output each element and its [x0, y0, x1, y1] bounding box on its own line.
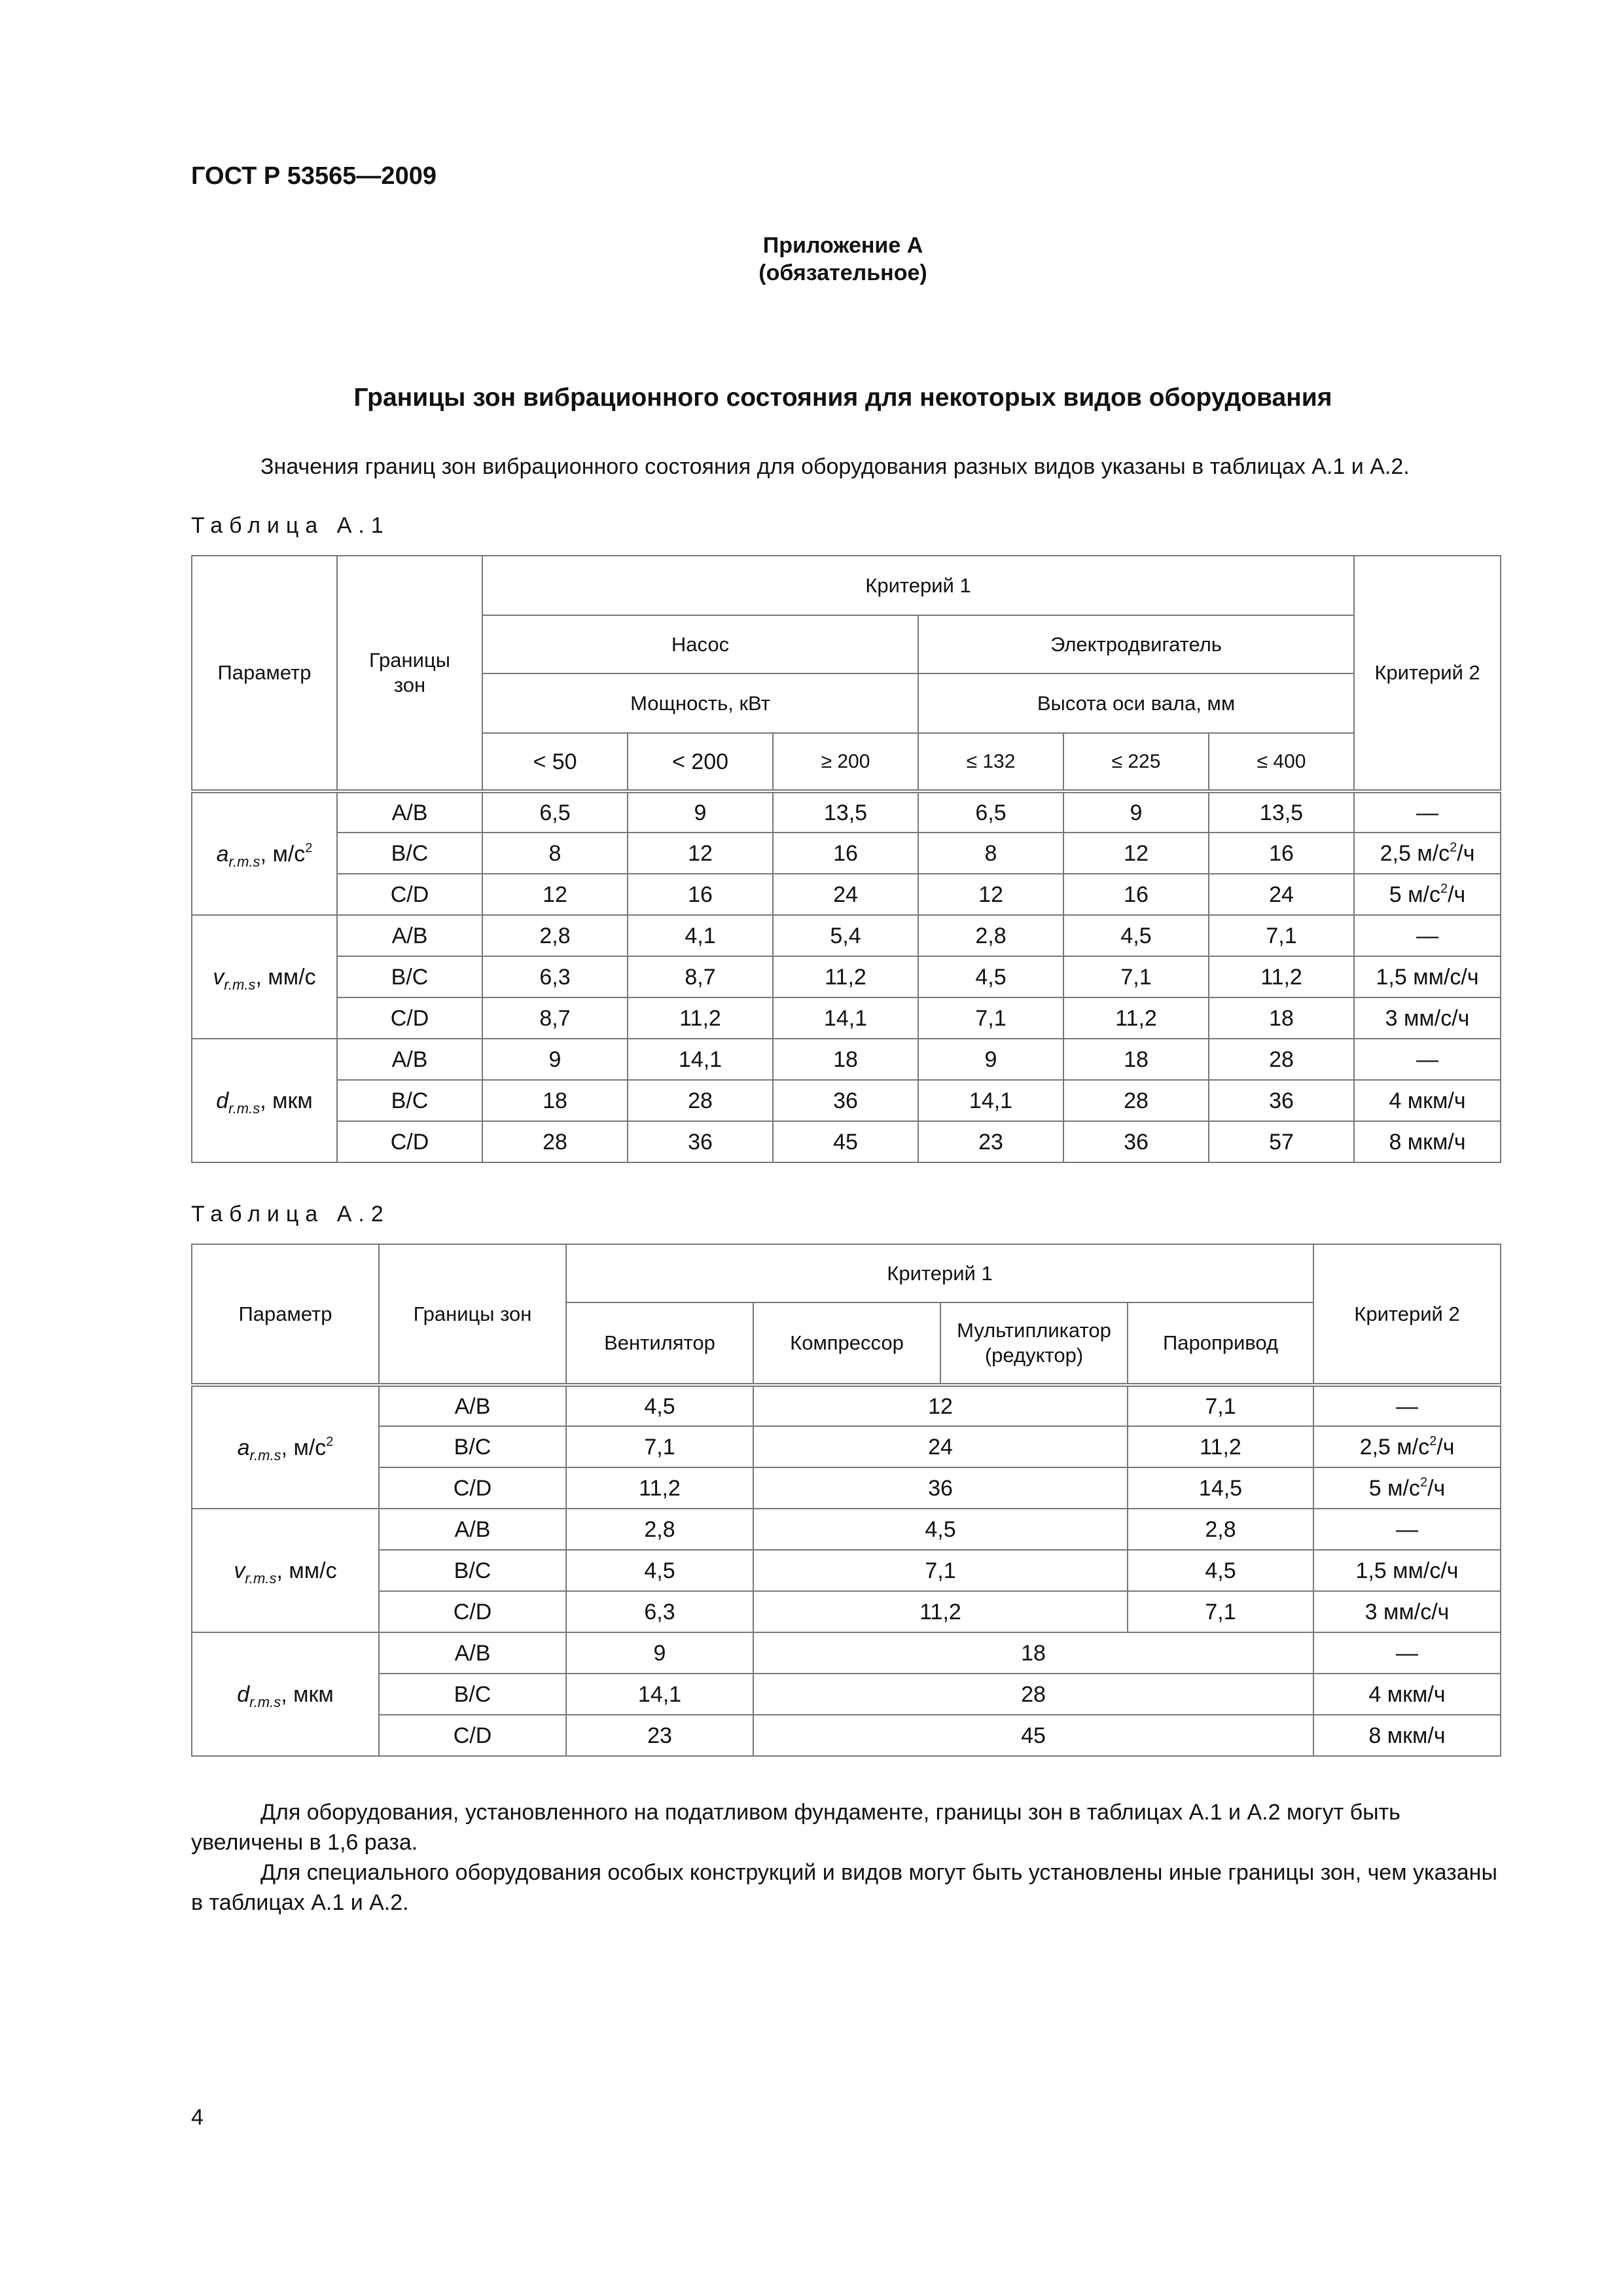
table-row — [192, 915, 1501, 956]
criterion-2-value: 5 м/с — [1368, 1475, 1420, 1501]
criterion-2-unit-tail: /ч — [1427, 1475, 1446, 1501]
criterion-2-value: 1,5 мм/с/ч — [1376, 964, 1479, 990]
header-criterion-2: Критерий 2 — [1354, 556, 1501, 791]
criterion-2-cell — [1313, 1426, 1501, 1467]
criterion-2-exponent: 2 — [1440, 881, 1448, 896]
zone-cell: C/D — [337, 1121, 482, 1162]
criterion-2-exponent: 2 — [1450, 840, 1457, 855]
value-cell: 13,5 — [1209, 791, 1354, 833]
criterion-2-cell — [1354, 915, 1501, 956]
parameter-unit: , мкм — [260, 1088, 313, 1113]
parameter-exponent: 2 — [305, 840, 313, 855]
criterion-2-cell — [1354, 791, 1501, 833]
criterion-2-cell — [1354, 956, 1501, 997]
value-cell: 36 — [628, 1121, 773, 1162]
header-multiplier — [940, 1302, 1128, 1385]
merged-value-cell: 45 — [753, 1715, 1313, 1756]
parameter-symbol: d — [216, 1088, 229, 1113]
criterion-2-unit-tail: /ч — [1436, 1434, 1455, 1460]
value-cell: 36 — [1063, 1121, 1209, 1162]
criterion-2-cell — [1313, 1509, 1501, 1550]
criterion-2-value: 1,5 мм/с/ч — [1355, 1558, 1459, 1583]
fan-value-cell: 11,2 — [566, 1467, 753, 1509]
value-cell: 18 — [773, 1039, 918, 1080]
table-row — [192, 791, 1501, 833]
value-cell: 14,1 — [773, 997, 918, 1039]
parameter-subscript: r.m.s — [228, 853, 260, 870]
parameter-unit: , мм/с — [255, 964, 316, 990]
table-row — [192, 874, 1501, 915]
appendix-status: (обязательное) — [758, 260, 927, 285]
parameter-cell — [192, 1039, 337, 1162]
value-cell: 18 — [482, 1080, 628, 1121]
parameter-cell — [192, 791, 337, 915]
value-cell: 9 — [482, 1039, 628, 1080]
value-cell: 45 — [773, 1121, 918, 1162]
header-motor: Электродвигатель — [918, 615, 1354, 673]
value-cell: 16 — [1209, 833, 1354, 874]
intro-paragraph: Значения границ зон вибрационного состояния для оборудования разных видов указаны в таблицах А.1 и А.2. — [260, 454, 1410, 479]
value-cell: 2,8 — [918, 915, 1063, 956]
criterion-2-exponent: 2 — [1429, 1433, 1437, 1448]
merged-value-cell: 18 — [753, 1632, 1313, 1674]
value-cell: 7,1 — [1209, 915, 1354, 956]
criterion-2-value: — — [1396, 1516, 1418, 1542]
criterion-2-value: 2,5 м/с — [1359, 1434, 1430, 1460]
value-cell: 4,1 — [628, 915, 773, 956]
parameter-subscript: r.m.s — [224, 976, 256, 993]
value-cell: 12 — [1063, 833, 1209, 874]
value-cell: 4,5 — [918, 956, 1063, 997]
value-cell: 8,7 — [628, 956, 773, 997]
subheader-motor-le132: ≤ 132 — [918, 733, 1063, 791]
table-row — [192, 1674, 1501, 1715]
criterion-2-cell — [1313, 1385, 1501, 1426]
subheader-motor-le400: ≤ 400 — [1209, 733, 1354, 791]
value-cell: 7,1 — [1063, 956, 1209, 997]
fan-value-cell: 6,3 — [566, 1591, 753, 1632]
criterion-2-value: — — [1416, 923, 1439, 948]
subheader-pump-ge200: ≥ 200 — [773, 733, 918, 791]
value-cell: 24 — [1209, 874, 1354, 915]
merged-value-cell: 12 — [753, 1385, 1128, 1426]
document-code: ГОСТ Р 53565—2009 — [191, 162, 437, 190]
criterion-2-cell — [1313, 1550, 1501, 1591]
steam-value-cell: 14,5 — [1128, 1467, 1313, 1509]
table-row — [192, 1550, 1501, 1591]
criterion-2-value: 8 мкм/ч — [1389, 1129, 1466, 1155]
table-row — [192, 833, 1501, 874]
value-cell: 28 — [628, 1080, 773, 1121]
table-row — [192, 1467, 1501, 1509]
table-row — [192, 1591, 1501, 1632]
parameter-unit: , мм/с — [276, 1558, 337, 1583]
value-cell: 12 — [918, 874, 1063, 915]
fan-value-cell: 23 — [566, 1715, 753, 1756]
criterion-2-cell — [1313, 1715, 1501, 1756]
table-row — [192, 1715, 1501, 1756]
table-a2-caption: Таблица А.2 — [191, 1202, 390, 1227]
value-cell: 6,5 — [482, 791, 628, 833]
parameter-symbol: a — [216, 841, 229, 867]
steam-value-cell: 11,2 — [1128, 1426, 1313, 1467]
zone-cell: B/C — [379, 1674, 566, 1715]
zone-cell: A/B — [337, 915, 482, 956]
criterion-2-value: 2,5 м/с — [1380, 840, 1450, 866]
criterion-2-exponent: 2 — [1419, 1475, 1428, 1490]
table-row — [192, 1080, 1501, 1121]
parameter-subscript: r.m.s — [249, 1446, 281, 1463]
fan-value-cell: 4,5 — [566, 1550, 753, 1591]
merged-value-cell: 7,1 — [753, 1550, 1128, 1591]
criterion-2-value: 3 мм/с/ч — [1364, 1599, 1450, 1624]
fan-value-cell: 14,1 — [566, 1674, 753, 1715]
value-cell: 12 — [482, 874, 628, 915]
zone-cell: B/C — [337, 956, 482, 997]
value-cell: 9 — [1063, 791, 1209, 833]
table-row — [192, 1509, 1501, 1550]
steam-value-cell: 2,8 — [1128, 1509, 1313, 1550]
value-cell: 24 — [773, 874, 918, 915]
zone-cell: A/B — [379, 1385, 566, 1426]
value-cell: 7,1 — [918, 997, 1063, 1039]
header-zones — [337, 556, 482, 791]
value-cell: 9 — [918, 1039, 1063, 1080]
parameter-cell — [192, 1509, 379, 1632]
value-cell: 11,2 — [628, 997, 773, 1039]
value-cell: 28 — [1063, 1080, 1209, 1121]
value-cell: 12 — [628, 833, 773, 874]
table-row — [192, 997, 1501, 1039]
merged-value-cell: 24 — [753, 1426, 1128, 1467]
zone-cell: B/C — [337, 1080, 482, 1121]
fan-value-cell: 7,1 — [566, 1426, 753, 1467]
header-multiplier-label: Мультипликатор (редуктор) — [957, 1319, 1111, 1367]
parameter-subscript: r.m.s — [228, 1100, 260, 1117]
zone-cell: A/B — [337, 1039, 482, 1080]
criterion-2-cell — [1354, 997, 1501, 1039]
criterion-2-value: 5 м/с — [1389, 882, 1440, 907]
header-compressor: Компрессор — [753, 1302, 940, 1385]
header-power: Мощность, кВт — [482, 673, 918, 733]
parameter-symbol: d — [237, 1681, 250, 1707]
merged-value-cell: 28 — [753, 1674, 1313, 1715]
table-row — [192, 956, 1501, 997]
header-zones-label: Границы зон — [369, 649, 450, 696]
criterion-2-value: 3 мм/с/ч — [1385, 1005, 1470, 1031]
criterion-2-value: — — [1396, 1640, 1418, 1666]
criterion-2-value: 8 мкм/ч — [1368, 1723, 1446, 1748]
criterion-2-value: 4 мкм/ч — [1389, 1088, 1466, 1113]
value-cell: 6,3 — [482, 956, 628, 997]
value-cell: 8,7 — [482, 997, 628, 1039]
table-row — [192, 1426, 1501, 1467]
parameter-unit: , м/с — [260, 841, 306, 867]
value-cell: 14,1 — [918, 1080, 1063, 1121]
value-cell: 9 — [628, 791, 773, 833]
criterion-2-cell — [1313, 1467, 1501, 1509]
value-cell: 28 — [1209, 1039, 1354, 1080]
appendix-title: Приложение А — [762, 233, 923, 258]
subheader-pump-lt200: < 200 — [628, 733, 773, 791]
parameter-symbol: v — [234, 1558, 245, 1583]
table-a1-caption: Таблица А.1 — [191, 513, 390, 538]
header-parameter: Параметр — [192, 556, 337, 791]
value-cell: 4,5 — [1063, 915, 1209, 956]
parameter-subscript: r.m.s — [245, 1570, 277, 1587]
zone-cell: B/C — [337, 833, 482, 874]
zone-cell: B/C — [379, 1550, 566, 1591]
subheader-pump-lt50: < 50 — [482, 733, 628, 791]
header-criterion-1: Критерий 1 — [566, 1244, 1313, 1302]
header-parameter: Параметр — [192, 1244, 379, 1385]
value-cell: 8 — [918, 833, 1063, 874]
section-title: Границы зон вибрационного состояния для некоторых видов оборудования — [353, 384, 1332, 412]
fan-value-cell: 4,5 — [566, 1385, 753, 1426]
header-pump: Насос — [482, 615, 918, 673]
steam-value-cell: 7,1 — [1128, 1385, 1313, 1426]
parameter-unit: , мкм — [281, 1681, 334, 1707]
note-paragraph-1: Для оборудования, установленного на податливом фундаменте, границы зон в таблицах А.1 и А.2 могут быть увеличены в 1,6 раза. — [191, 1800, 1400, 1855]
criterion-2-cell — [1313, 1674, 1501, 1715]
table-row — [192, 1121, 1501, 1162]
criterion-2-cell — [1313, 1632, 1501, 1674]
header-criterion-1: Критерий 1 — [482, 556, 1354, 615]
table-row — [192, 1632, 1501, 1674]
parameter-subscript: r.m.s — [249, 1693, 281, 1710]
criterion-2-unit-tail: /ч — [1448, 882, 1466, 907]
parameter-cell — [192, 1385, 379, 1509]
zone-cell: C/D — [379, 1591, 566, 1632]
value-cell: 5,4 — [773, 915, 918, 956]
steam-value-cell: 4,5 — [1128, 1550, 1313, 1591]
zone-cell: C/D — [337, 997, 482, 1039]
page-number: 4 — [191, 2105, 204, 2130]
criterion-2-value: 4 мкм/ч — [1368, 1681, 1446, 1707]
steam-value-cell: 7,1 — [1128, 1591, 1313, 1632]
criterion-2-cell — [1313, 1591, 1501, 1632]
value-cell: 57 — [1209, 1121, 1354, 1162]
parameter-cell — [192, 915, 337, 1039]
merged-value-cell: 4,5 — [753, 1509, 1128, 1550]
value-cell: 11,2 — [1063, 997, 1209, 1039]
parameter-unit: , м/с — [281, 1435, 327, 1460]
value-cell: 16 — [1063, 874, 1209, 915]
value-cell: 8 — [482, 833, 628, 874]
header-zones: Границы зон — [379, 1244, 566, 1385]
criterion-2-value: — — [1416, 1047, 1439, 1072]
criterion-2-unit-tail: /ч — [1457, 840, 1475, 866]
zone-cell: A/B — [379, 1632, 566, 1674]
value-cell: 36 — [773, 1080, 918, 1121]
table-a1 — [191, 555, 1501, 1163]
value-cell: 11,2 — [1209, 956, 1354, 997]
zone-cell: A/B — [379, 1509, 566, 1550]
criterion-2-cell — [1354, 1121, 1501, 1162]
parameter-exponent: 2 — [326, 1434, 334, 1449]
header-shaft-height: Высота оси вала, мм — [918, 673, 1354, 733]
merged-value-cell: 11,2 — [753, 1591, 1128, 1632]
value-cell: 13,5 — [773, 791, 918, 833]
value-cell: 16 — [773, 833, 918, 874]
value-cell: 16 — [628, 874, 773, 915]
value-cell: 18 — [1209, 997, 1354, 1039]
table-row — [192, 1039, 1501, 1080]
value-cell: 36 — [1209, 1080, 1354, 1121]
value-cell: 6,5 — [918, 791, 1063, 833]
parameter-symbol: v — [213, 964, 224, 990]
criterion-2-cell — [1354, 833, 1501, 874]
value-cell: 18 — [1063, 1039, 1209, 1080]
zone-cell: B/C — [379, 1426, 566, 1467]
subheader-motor-le225: ≤ 225 — [1063, 733, 1209, 791]
parameter-symbol: a — [237, 1435, 250, 1460]
value-cell: 2,8 — [482, 915, 628, 956]
criterion-2-cell — [1354, 874, 1501, 915]
table-row — [192, 1385, 1501, 1426]
table-a2 — [191, 1244, 1501, 1757]
parameter-cell — [192, 1632, 379, 1756]
zone-cell: C/D — [379, 1467, 566, 1509]
zone-cell: A/B — [337, 791, 482, 833]
criterion-2-value: — — [1416, 800, 1439, 825]
fan-value-cell: 2,8 — [566, 1509, 753, 1550]
zone-cell: C/D — [337, 874, 482, 915]
fan-value-cell: 9 — [566, 1632, 753, 1674]
merged-value-cell: 36 — [753, 1467, 1128, 1509]
value-cell: 11,2 — [773, 956, 918, 997]
criterion-2-value: — — [1396, 1393, 1418, 1419]
criterion-2-cell — [1354, 1039, 1501, 1080]
value-cell: 28 — [482, 1121, 628, 1162]
note-paragraph-2: Для специального оборудования особых конструкций и видов могут быть установлены иные границы зон, чем указаны в таблицах А.1 и А.2. — [191, 1860, 1497, 1915]
value-cell: 14,1 — [628, 1039, 773, 1080]
zone-cell: C/D — [379, 1715, 566, 1756]
criterion-2-cell — [1354, 1080, 1501, 1121]
header-steam-drive: Паропривод — [1128, 1302, 1313, 1385]
header-fan: Вентилятор — [566, 1302, 753, 1385]
header-criterion-2: Критерий 2 — [1313, 1244, 1501, 1385]
value-cell: 23 — [918, 1121, 1063, 1162]
